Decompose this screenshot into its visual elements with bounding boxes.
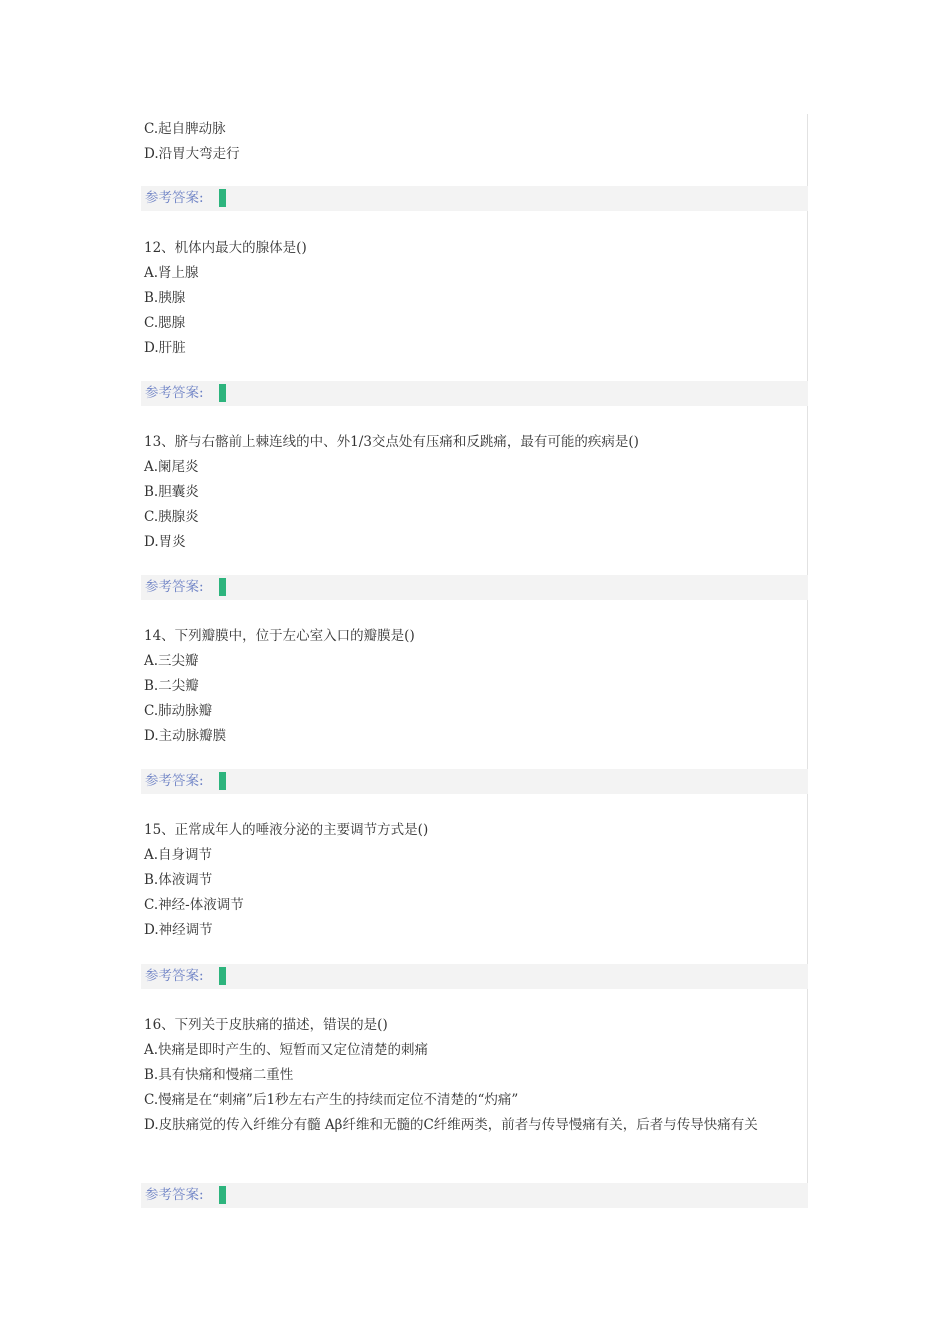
q16-option-d: D.皮肤痛觉的传入纤维分有髓 Aβ纤维和无髓的C纤维两类，前者与传导慢痛有关，后者与传导快痛有关 — [144, 1117, 758, 1133]
q11-option-c: C.起自脾动脉 — [144, 121, 226, 137]
q11-answer-bar — [141, 186, 808, 211]
answer-marker-icon — [219, 189, 226, 207]
answer-marker-icon — [219, 772, 226, 790]
q12-answer-bar — [141, 381, 808, 406]
q13-option-c: C.胰腺炎 — [144, 509, 199, 525]
q15-option-b: B.体液调节 — [144, 872, 213, 888]
q16-question: 16、下列关于皮肤痛的描述，错误的是() — [144, 1017, 388, 1033]
q11-option-d: D.沿胃大弯走行 — [144, 146, 240, 162]
q16-option-b: B.具有快痛和慢痛二重性 — [144, 1067, 294, 1083]
q16-option-c: C.慢痛是在“刺痛”后1秒左右产生的持续而定位不清楚的“灼痛” — [144, 1092, 519, 1108]
q13-question: 13、脐与右髂前上棘连线的中、外1/3交点处有压痛和反跳痛，最有可能的疾病是() — [144, 434, 639, 450]
q14-option-a: A.三尖瓣 — [144, 653, 199, 669]
q12-option-a: A.肾上腺 — [144, 265, 199, 281]
q13-answer-bar — [141, 575, 808, 600]
q15-option-c: C.神经-体液调节 — [144, 897, 244, 913]
answer-label: 参考答案: — [145, 385, 204, 401]
q12-option-b: B.胰腺 — [144, 290, 186, 306]
answer-label: 参考答案: — [145, 190, 204, 206]
q14-option-b: B.二尖瓣 — [144, 678, 199, 694]
q14-question: 14、下列瓣膜中，位于左心室入口的瓣膜是() — [144, 628, 415, 644]
q14-answer-bar — [141, 769, 808, 794]
q13-option-d: D.胃炎 — [144, 534, 186, 550]
answer-label: 参考答案: — [145, 968, 204, 984]
q16-option-a: A.快痛是即时产生的、短暂而又定位清楚的刺痛 — [144, 1042, 429, 1058]
answer-label: 参考答案: — [145, 773, 204, 789]
answer-marker-icon — [219, 384, 226, 402]
answer-label: 参考答案: — [145, 1187, 204, 1203]
q16-answer-bar — [141, 1183, 808, 1208]
q12-question: 12、机体内最大的腺体是() — [144, 240, 307, 256]
answer-label: 参考答案: — [145, 579, 204, 595]
q15-option-a: A.自身调节 — [144, 847, 213, 863]
q15-option-d: D.神经调节 — [144, 922, 213, 938]
answer-marker-icon — [219, 578, 226, 596]
q14-option-c: C.肺动脉瓣 — [144, 703, 213, 719]
q14-option-d: D.主动脉瓣膜 — [144, 728, 227, 744]
q13-option-b: B.胆囊炎 — [144, 484, 199, 500]
q15-answer-bar — [141, 964, 808, 989]
q12-option-d: D.肝脏 — [144, 340, 186, 356]
answer-marker-icon — [219, 967, 226, 985]
q12-option-c: C.腮腺 — [144, 315, 186, 331]
q13-option-a: A.阑尾炎 — [144, 459, 199, 475]
q15-question: 15、正常成年人的唾液分泌的主要调节方式是() — [144, 822, 429, 838]
answer-marker-icon — [219, 1186, 226, 1204]
